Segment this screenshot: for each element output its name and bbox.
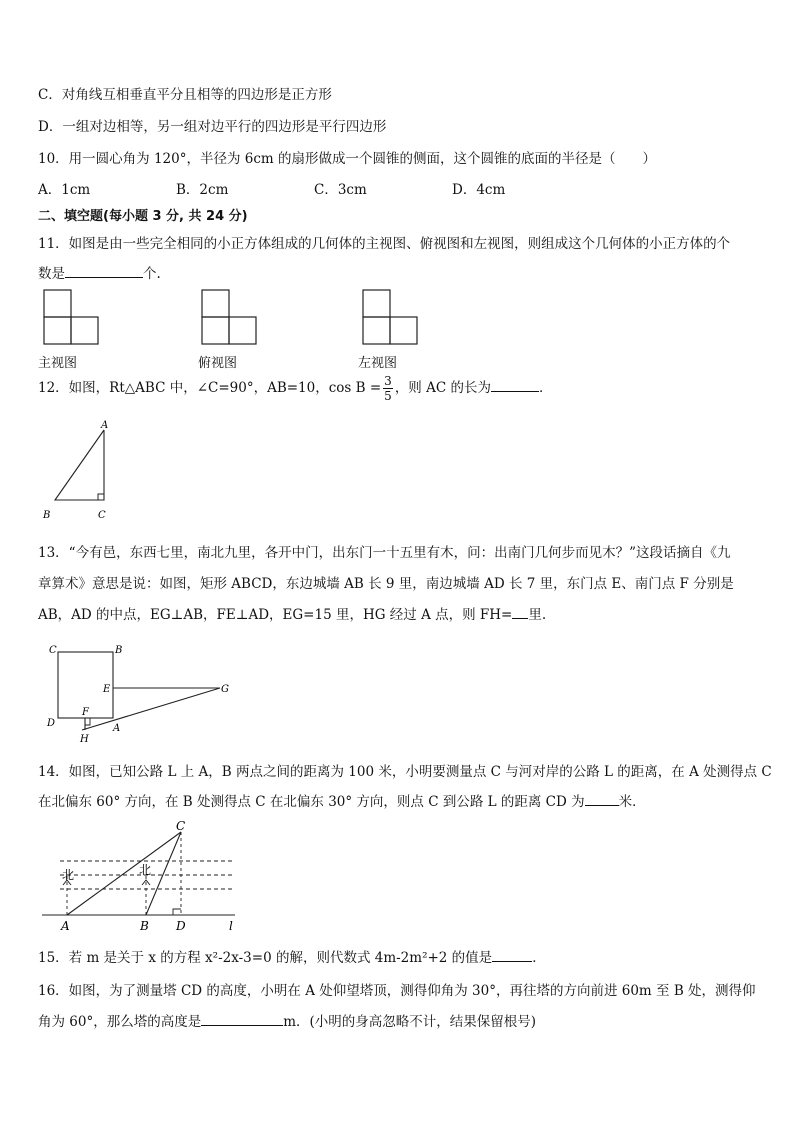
label-g: G xyxy=(221,684,229,695)
side-view xyxy=(363,290,417,344)
q15-answer-blank[interactable] xyxy=(492,949,532,962)
label-a: A xyxy=(101,420,109,431)
q10-stem: 10．用一圆心角为 120°，半径为 6cm 的扇形做成一个圆锥的侧面，这个圆锥的底面的半径是（ ） xyxy=(38,151,657,167)
q13-line3 xyxy=(38,603,546,623)
q11-line2 xyxy=(38,262,161,282)
label-b: B xyxy=(115,645,123,656)
front-view-label: 主视图 xyxy=(38,356,78,371)
triangle-abc xyxy=(55,430,104,500)
q12-answer-blank[interactable] xyxy=(491,379,539,392)
q12-end: ． xyxy=(538,380,553,396)
label-f: F xyxy=(82,707,89,718)
q16-line1: 16．如图，为了测量塔 CD 的高度，小明在 A 处仰望塔顶，测得仰角为 30°，再往塔的方向前进 60m 至 B 处，测得仰 xyxy=(38,983,756,999)
label-c: C xyxy=(49,645,57,656)
front-view xyxy=(44,290,98,344)
top-view-label: 俯视图 xyxy=(198,356,238,371)
q14-answer-blank[interactable] xyxy=(585,793,619,806)
label-c: C xyxy=(98,510,106,521)
section-title: 二、填空题(每小题 3 分, 共 24 分) xyxy=(38,209,248,224)
q13-answer-blank[interactable] xyxy=(512,606,528,619)
q11-line1: 11．如图是由一些完全相同的小正方体组成的几何体的主视图、俯视图和左视图，则组成这个几何体的小正方体的个 xyxy=(38,236,731,252)
q16-answer-blank[interactable] xyxy=(201,1013,283,1026)
q14-line1: 14．如图，已知公路 L 上 A，B 两点之间的距离为 100 米，小明要测量点 C 与河对岸的公路 L 的距离，在 A 处测得点 C xyxy=(38,764,772,780)
label-a: A xyxy=(113,723,121,734)
label-d: D xyxy=(47,718,56,729)
q10-option-a: A．1cm xyxy=(38,182,91,198)
q11-answer-blank[interactable] xyxy=(65,265,143,278)
right-angle-d xyxy=(173,909,181,915)
right-angle-mark xyxy=(98,494,104,500)
q13-rectangle-figure xyxy=(0,638,260,748)
q15-stem xyxy=(38,946,546,966)
q11-line2-pre: 数是 xyxy=(38,266,65,282)
top-view xyxy=(202,290,256,344)
q14-road-figure xyxy=(0,818,260,936)
q10-option-c: C．3cm xyxy=(314,182,367,198)
q14-line2 xyxy=(38,790,646,810)
label-c: C xyxy=(176,819,186,833)
q9-option-d: D．一组对边相等，另一组对边平行的四边形是平行四边形 xyxy=(38,119,387,135)
label-e: E xyxy=(103,684,111,695)
q15-pre: 15．若 m 是关于 x 的方程 x²-2x-3=0 的解，则代数式 4m-2m²+2 的值是 xyxy=(38,950,493,966)
q12-triangle-figure xyxy=(0,410,200,528)
q11-line2-post: 个. xyxy=(143,266,161,282)
q15-post: ． xyxy=(532,950,546,966)
q14-line2-post: 米． xyxy=(618,794,646,810)
label-l: l xyxy=(229,919,233,933)
label-d: D xyxy=(176,919,186,933)
q16-line2-post: m．(小明的身高忽略不计，结果保留根号) xyxy=(283,1014,537,1030)
q10-option-d: D．4cm xyxy=(452,182,506,198)
q16-line2-pre: 角为 60°，那么塔的高度是 xyxy=(38,1014,202,1030)
frac-numerator: 3 xyxy=(384,374,392,388)
q12-pre: 12．如图，Rt△ABC 中，∠C=90°，AB=10，cos B = xyxy=(38,380,382,396)
q9-option-c: C．对角线互相垂直平分且相等的四边形是正方形 xyxy=(38,87,332,103)
right-angle-f xyxy=(85,718,90,725)
cos-fraction xyxy=(383,374,393,403)
q12-stem xyxy=(38,374,552,403)
q13-line3-post: 里. xyxy=(528,607,547,623)
label-a: A xyxy=(61,919,70,933)
frac-denominator: 5 xyxy=(384,389,392,403)
north-label-b: 北 xyxy=(139,863,152,877)
q10-option-b: B．2cm xyxy=(176,182,229,198)
side-view-label: 左视图 xyxy=(358,356,398,371)
label-h: H xyxy=(80,734,89,745)
q14-line2-pre: 在北偏东 60° 方向，在 B 处测得点 C 在北偏东 30° 方向，则点 C 到公路 L 的距离 CD 为 xyxy=(38,794,585,810)
q13-line2: 章算术》意思是说：如图，矩形 ABCD，东边城墙 AB 长 9 里，南边城墙 AD 长 7 里，东门点 E、南门点 F 分别是 xyxy=(38,576,734,592)
q13-line3-pre: AB，AD 的中点，EG⊥AB，FE⊥AD，EG=15 里，HG 经过 A 点，则 FH= xyxy=(38,607,513,623)
q13-line1: 13．“今有邑，东西七里，南北九里，各开中门，出东门一十五里有木，问：出南门几何步而见木？”这段话摘自《九 xyxy=(38,545,731,561)
label-b: B xyxy=(140,919,149,933)
q12-post: ，则 AC 的长为 xyxy=(394,380,491,396)
q16-line2 xyxy=(38,1010,536,1030)
label-b: B xyxy=(43,510,51,521)
north-label-a: 北 xyxy=(62,868,75,882)
